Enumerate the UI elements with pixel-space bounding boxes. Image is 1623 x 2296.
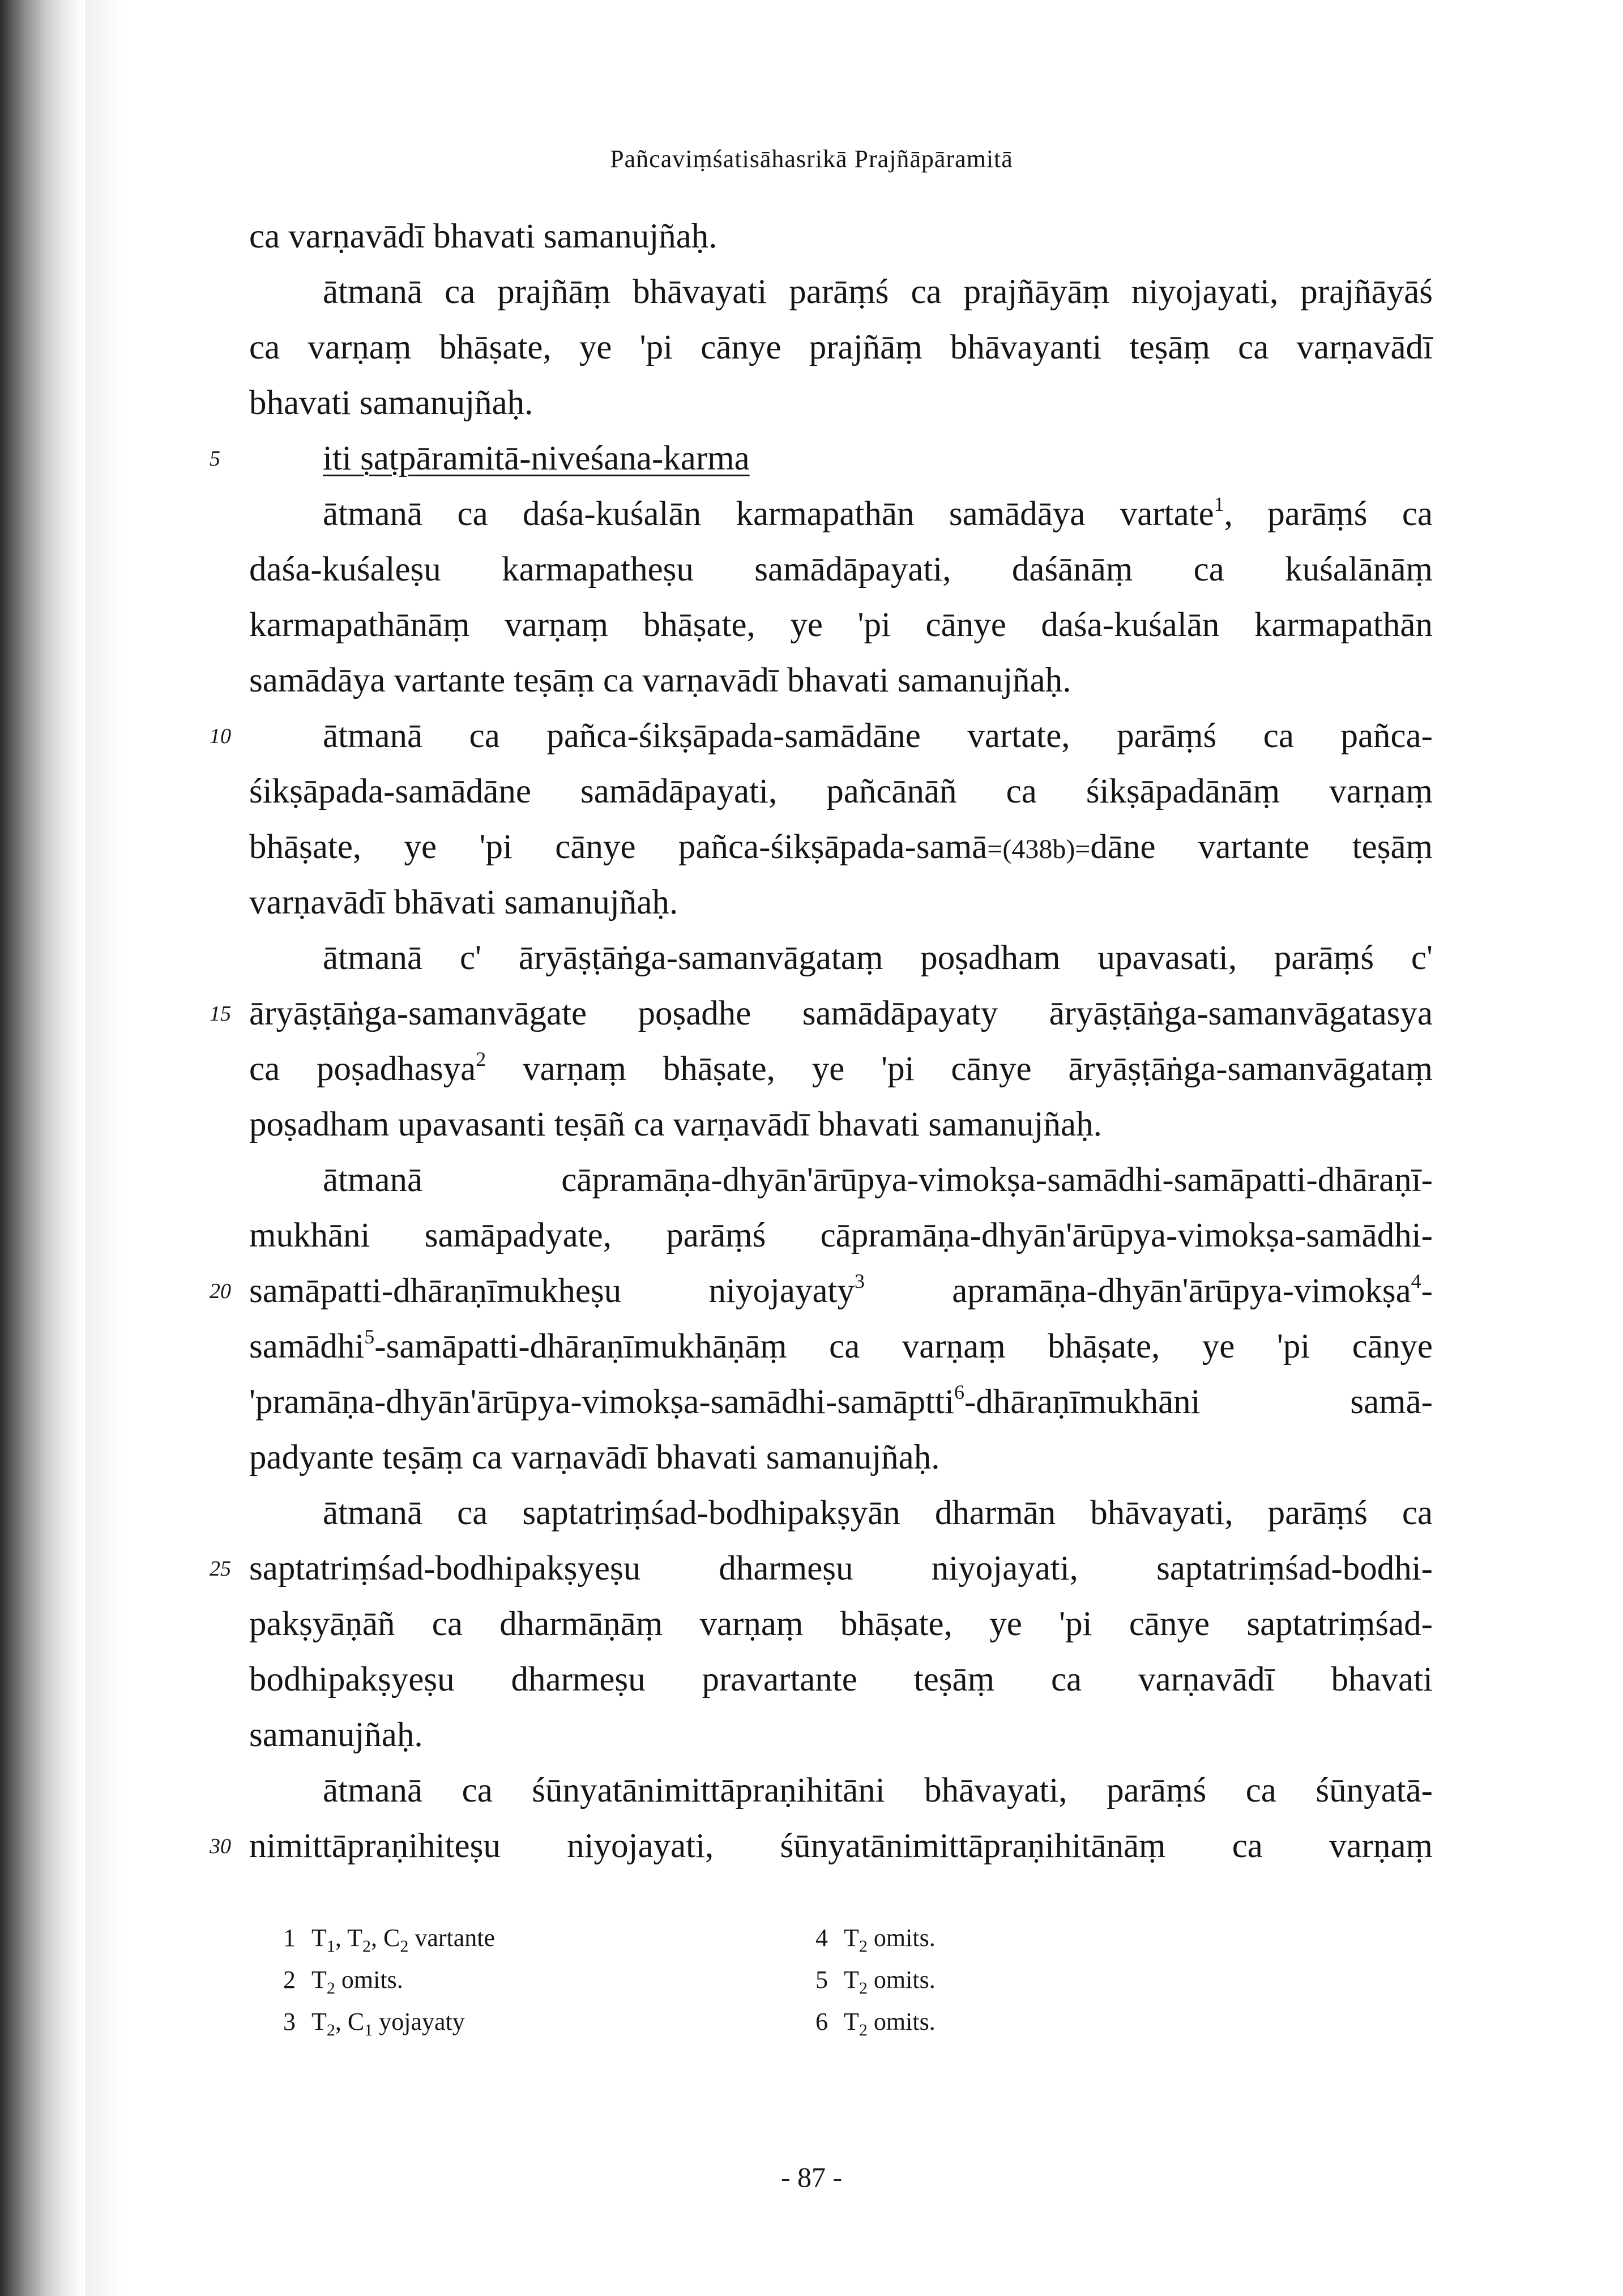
- scan-binding-shadow: [0, 0, 85, 2296]
- text-line: ātmanā ca prajñāṃ bhāvayati parāṃś ca prajñāyāṃ niyojayati, prajñāyāś: [323, 273, 1433, 311]
- text-line: varṇavādī bhāvati samanujñaḥ.: [249, 884, 678, 921]
- footnote-ref: 2: [476, 1047, 486, 1070]
- footnote-ref: 1: [1214, 492, 1224, 515]
- footnote-ref: 5: [364, 1325, 375, 1348]
- text-line: bhāṣate, ye 'pi cānye pañca-śikṣāpada-samā=(438b)=dāne vartante teṣāṃ: [249, 828, 1433, 866]
- text-line: ātmanā c' āryāṣṭāṅga-samanvāgataṃ poṣadham upavasati, parāṃś c': [323, 939, 1433, 977]
- section-heading: iti ṣaṭpāramitā-niveśana-karma: [323, 439, 750, 477]
- text-line: karmapathānāṃ varṇaṃ bhāṣate, ye 'pi cānye daśa-kuśalān karmapathān: [249, 606, 1433, 644]
- text-line: nimittāpraṇihiteṣu niyojayati, śūnyatānimittāpraṇihitānāṃ ca varṇaṃ: [249, 1827, 1433, 1865]
- text-line: daśa-kuśaleṣu karmapatheṣu samādāpayati, daśānāṃ ca kuśalānāṃ: [249, 550, 1433, 588]
- text-line: padyante teṣāṃ ca varṇavādī bhavati samanujñaḥ.: [249, 1439, 940, 1476]
- text-line: ca poṣadhasya$^2$ varṇaṃ bhāṣate, ye 'pi cānye āryāṣṭāṅga-samanvāgataṃ: [249, 1047, 1433, 1088]
- text-line: samanujñaḥ.: [249, 1716, 423, 1754]
- footnote: 1 $T_1$, $T_2$, $C_2$ vartante: [283, 1924, 496, 1956]
- text-line: pakṣyāṇāñ ca dharmāṇāṃ varṇaṃ bhāṣate, ye 'pi cānye saptatriṃśad-: [249, 1605, 1433, 1643]
- footnote: 3 $T_2$, $C_1$ yojayaty: [283, 2008, 465, 2039]
- footnote: 2 $T_2$ omits.: [283, 1966, 403, 1998]
- text-line: ātmanā ca daśa-kuśalān karmapathān samādāya vartate$^1$, parāṃś ca: [323, 492, 1433, 533]
- text-line: mukhāni samāpadyate, parāṃś cāpramāṇa-dhyān'ārūpya-vimokṣa-samādhi-: [249, 1217, 1433, 1254]
- text-line: saptatriṃśad-bodhipakṣyeṣu dharmeṣu niyojayati, saptatriṃśad-bodhi-: [249, 1550, 1433, 1587]
- text-line: samādāya vartante teṣāṃ ca varṇavādī bhavati samanujñaḥ.: [249, 662, 1071, 699]
- folio-reference: (438b): [1002, 834, 1075, 864]
- footnote: 5 $T_2$ omits.: [815, 1966, 936, 1998]
- footnote-ref: 3: [854, 1269, 865, 1292]
- line-number: 25: [210, 1557, 231, 1581]
- text-line: bodhipakṣyeṣu dharmeṣu pravartante teṣāṃ ca varṇavādī bhavati: [249, 1661, 1433, 1698]
- text-line: samāpatti-dhāraṇīmukheṣu niyojayaty$^3$ apramāṇa-dhyān'ārūpya-vimokṣa$^4$-: [249, 1269, 1433, 1310]
- line-number: 20: [210, 1279, 231, 1303]
- running-header: Pañcaviṃśatisāhasrikā Prajñāpāramitā: [610, 145, 1013, 173]
- text-line: ātmanā ca saptatriṃśad-bodhipakṣyān dharmān bhāvayati, parāṃś ca: [323, 1494, 1433, 1532]
- text-line: ātmanā cāpramāṇa-dhyān'ārūpya-vimokṣa-samādhi-samāpatti-dhāraṇī-: [323, 1161, 1433, 1199]
- footnote: 4 $T_2$ omits.: [815, 1924, 936, 1956]
- line-number: 10: [210, 724, 231, 748]
- footnote-ref: 6: [954, 1380, 964, 1403]
- footnote: 6 $T_2$ omits.: [815, 2008, 936, 2039]
- scan-binding-edge: [85, 0, 125, 2296]
- line-number: 15: [210, 1002, 231, 1026]
- text-line: 'pramāṇa-dhyān'ārūpya-vimokṣa-samādhi-samāptti$^6$-dhāraṇīmukhāni samā-: [249, 1380, 1433, 1421]
- text-line: samādhi$^5$-samāpatti-dhāraṇīmukhāṇāṃ ca varṇaṃ bhāṣate, ye 'pi cānye: [249, 1325, 1433, 1365]
- line-number: 30: [210, 1834, 231, 1858]
- line-number: 5: [210, 447, 220, 471]
- page-number: - 87 -: [780, 2161, 843, 2193]
- text-line: poṣadham upavasanti teṣāñ ca varṇavādī bhavati samanujñaḥ.: [249, 1106, 1102, 1143]
- text-line: ātmanā ca śūnyatānimittāpraṇihitāni bhāvayati, parāṃś ca śūnyatā-: [323, 1772, 1433, 1810]
- text-line: āryāṣṭāṅga-samanvāgate poṣadhe samādāpayaty āryāṣṭāṅga-samanvāgatasya: [249, 995, 1433, 1032]
- footnote-ref: 4: [1411, 1269, 1421, 1292]
- text-line: ca varṇaṃ bhāṣate, ye 'pi cānye prajñāṃ bhāvayanti teṣāṃ ca varṇavādī: [249, 328, 1433, 366]
- text-line: bhavati samanujñaḥ.: [249, 384, 533, 422]
- text-line: ātmanā ca pañca-śikṣāpada-samādāne vartate, parāṃś ca pañca-: [323, 717, 1433, 755]
- text-line: ca varṇavādī bhavati samanujñaḥ.: [249, 217, 717, 255]
- text-line: śikṣāpada-samādāne samādāpayati, pañcānāñ ca śikṣāpadānāṃ varṇaṃ: [249, 773, 1433, 810]
